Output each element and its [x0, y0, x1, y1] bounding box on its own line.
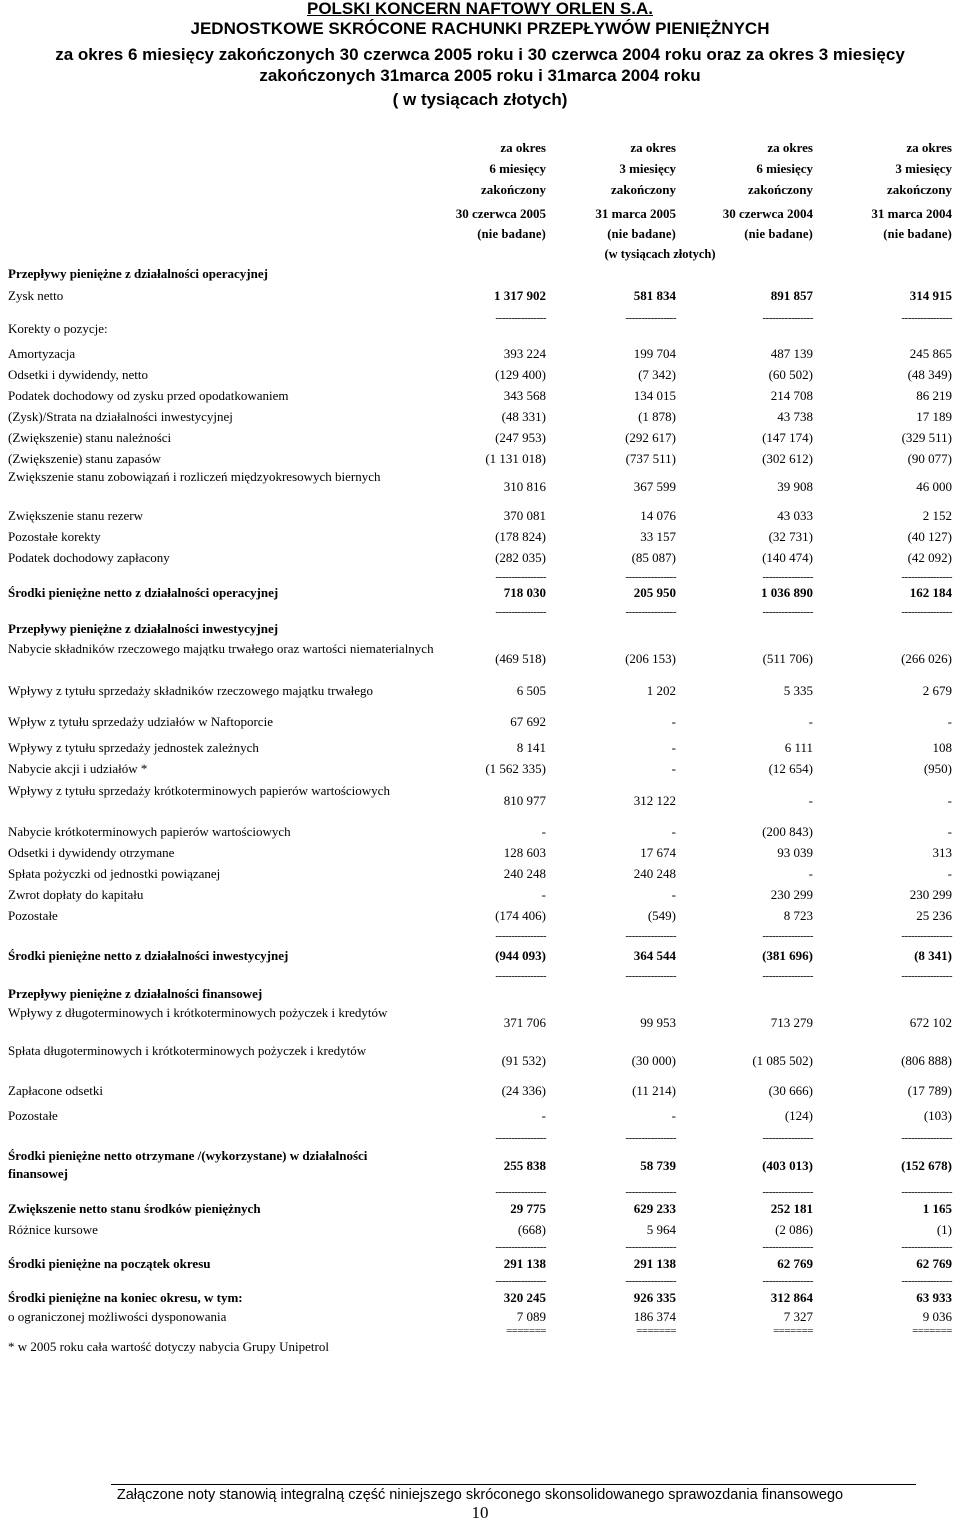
row-value: (90 077) — [907, 451, 952, 466]
row-value: (247 953) — [495, 430, 546, 445]
separator-line: ---------------- — [901, 930, 952, 942]
row-value: 99 953 — [640, 1015, 676, 1030]
column-header-l1: za okres — [906, 140, 952, 155]
row-value: 314 915 — [909, 288, 952, 303]
row-label: Środki pieniężne netto z działalności operacyjnej — [8, 585, 279, 600]
row-value: (282 035) — [495, 550, 546, 565]
row-value: 367 599 — [633, 479, 676, 494]
row-value: 245 865 — [909, 346, 952, 361]
row-value: - — [671, 887, 676, 902]
period-line-1: za okres 6 miesięcy zakończonych 30 czerwca 2005 roku i 30 czerwca 2004 roku oraz za okres 3 miesięcy — [55, 45, 905, 64]
column-header-l1: za okres — [630, 140, 676, 155]
row-value: (266 026) — [901, 651, 952, 666]
column-header — [678, 137, 813, 224]
separator-line: ---------------- — [901, 571, 952, 583]
row-label: Podatek dochodowy zapłacony — [8, 550, 170, 565]
row-value: (24 336) — [501, 1083, 546, 1098]
row-label: Korekty o pozycje: — [8, 321, 108, 336]
row-label: Środki pieniężne na początek okresu — [8, 1256, 211, 1271]
row-value: 672 102 — [909, 1015, 952, 1030]
row-value: - — [541, 1108, 546, 1123]
row-value: (511 706) — [762, 651, 813, 666]
row-value: (1 562 335) — [485, 761, 546, 776]
row-value: (147 174) — [762, 430, 813, 445]
row-label: Zwiększenie netto stanu środków pieniężnych — [8, 1201, 261, 1216]
row-value: 17 674 — [640, 845, 676, 860]
row-value: (48 331) — [501, 409, 546, 424]
row-label: Zwiększenie stanu zobowiązań i rozliczeń międzyokresowych biernych — [8, 469, 381, 484]
row-value: (329 511) — [901, 430, 952, 445]
row-label: Pozostałe — [8, 1108, 58, 1123]
row-value: 1 165 — [922, 1201, 952, 1216]
separator-line: ======= — [912, 1325, 952, 1337]
row-label: (Zysk)/Strata na działalności inwestycyjnej — [8, 409, 233, 424]
row-value: (152 678) — [901, 1158, 952, 1173]
row-value: - — [947, 714, 952, 729]
row-value: (32 731) — [768, 529, 813, 544]
row-value: 7 327 — [783, 1309, 813, 1324]
column-header — [411, 137, 546, 224]
row-value: (7 342) — [638, 367, 676, 382]
company-name: POLSKI KONCERN NAFTOWY ORLEN S.A. — [306, 0, 653, 18]
row-value: (60 502) — [768, 367, 813, 382]
row-value: 1 036 890 — [761, 585, 813, 600]
row-value: 128 603 — [503, 845, 546, 860]
row-value: (944 093) — [495, 948, 546, 963]
separator-line: ---------------- — [762, 1132, 813, 1144]
row-value: 62 769 — [916, 1256, 952, 1271]
row-value: (200 843) — [762, 824, 813, 839]
column-header-l1: za okres — [500, 140, 546, 155]
row-label: Wpływ z tytułu sprzedaży udziałów w Naftoporcie — [8, 714, 273, 729]
separator-line: ---------------- — [495, 312, 546, 324]
row-value: 1 202 — [646, 683, 676, 698]
row-value: (129 400) — [495, 367, 546, 382]
row-value: - — [808, 714, 813, 729]
separator-line: ---------------- — [495, 1132, 546, 1144]
row-value: 320 245 — [503, 1290, 546, 1305]
row-value: 62 769 — [777, 1256, 813, 1271]
row-value: 67 692 — [510, 714, 546, 729]
row-value: 93 039 — [777, 845, 813, 860]
footer-note: Załączone noty stanowią integralną część niniejszego skróconego skonsolidowanego sprawozdania finansowego — [116, 1487, 844, 1503]
row-value: 581 834 — [633, 288, 676, 303]
page-number: 10 — [471, 1503, 489, 1522]
separator-line: ======= — [506, 1325, 546, 1337]
row-value: - — [541, 887, 546, 902]
column-header-date: 30 czerwca 2005 — [455, 206, 546, 221]
row-value: 6 111 — [784, 740, 813, 755]
row-value: (42 092) — [907, 550, 952, 565]
audit-status: (nie badane) — [744, 227, 813, 241]
row-value: 713 279 — [770, 1015, 813, 1030]
row-value: (737 511) — [625, 451, 676, 466]
column-header-date: 31 marca 2005 — [595, 206, 676, 221]
row-value: 718 030 — [503, 585, 546, 600]
separator-line: ---------------- — [901, 1186, 952, 1198]
separator-line: ---------------- — [901, 970, 952, 982]
separator-line: ---------------- — [625, 930, 676, 942]
row-value: 393 224 — [503, 346, 546, 361]
row-value: 58 739 — [640, 1158, 676, 1173]
row-value: (8 341) — [914, 948, 952, 963]
row-value: 29 775 — [510, 1201, 546, 1216]
row-value: - — [947, 824, 952, 839]
row-value: 8 141 — [516, 740, 546, 755]
separator-line: ---------------- — [762, 1241, 813, 1253]
row-value: 86 219 — [916, 388, 952, 403]
row-label: Zwrot dopłaty do kapitału — [8, 887, 144, 902]
separator-line: ---------------- — [762, 606, 813, 618]
row-label: Przepływy pieniężne z działalności finansowej — [8, 986, 263, 1001]
row-value: 108 — [932, 740, 952, 755]
row-value: 43 738 — [777, 409, 813, 424]
row-value: 9 036 — [922, 1309, 952, 1324]
separator-line: ---------------- — [495, 606, 546, 618]
row-value: 230 299 — [770, 887, 813, 902]
row-value: 25 236 — [916, 908, 952, 923]
row-value: 2 679 — [922, 683, 952, 698]
separator-line: ======= — [636, 1325, 676, 1337]
footnote: * w 2005 roku cała wartość dotyczy nabycia Grupy Unipetrol — [8, 1339, 329, 1354]
row-value: (469 518) — [495, 651, 546, 666]
row-value: 205 950 — [633, 585, 676, 600]
separator-line: ---------------- — [762, 312, 813, 324]
row-value: (17 789) — [907, 1083, 952, 1098]
row-value: (381 696) — [762, 948, 813, 963]
row-value: 310 816 — [503, 479, 546, 494]
row-value: (292 617) — [625, 430, 676, 445]
row-label: Spłata pożyczki od jednostki powiązanej — [8, 866, 221, 881]
row-value: 364 544 — [633, 948, 676, 963]
column-header-l3: zakończony — [611, 182, 676, 197]
row-value: 8 723 — [783, 908, 813, 923]
row-label: Pozostałe — [8, 908, 58, 923]
separator-line: ---------------- — [625, 1186, 676, 1198]
row-value: (1 131 018) — [485, 451, 546, 466]
row-label: Środki pieniężne na koniec okresu, w tym: — [8, 1290, 243, 1305]
row-value: 312 122 — [633, 793, 676, 808]
row-value: 1 317 902 — [494, 288, 546, 303]
row-value: 5 335 — [783, 683, 813, 698]
row-value: - — [808, 793, 813, 808]
separator-line: ---------------- — [625, 571, 676, 583]
row-value: - — [671, 740, 676, 755]
row-value: (12 654) — [768, 761, 813, 776]
column-header-l3: zakończony — [887, 182, 952, 197]
row-label: Zysk netto — [8, 288, 64, 303]
column-header-date: 30 czerwca 2004 — [722, 206, 813, 221]
column-header-l3: zakończony — [481, 182, 546, 197]
period-line-2: zakończonych 31marca 2005 roku i 31marca 2004 roku — [259, 66, 701, 85]
row-value: 214 708 — [770, 388, 813, 403]
row-value: 6 505 — [516, 683, 546, 698]
row-value: (91 532) — [501, 1053, 546, 1068]
separator-line: ---------------- — [625, 1275, 676, 1287]
row-value: - — [947, 866, 952, 881]
row-value: (30 666) — [768, 1083, 813, 1098]
separator-line: ---------------- — [762, 1186, 813, 1198]
audit-status: (nie badane) — [883, 227, 952, 241]
row-value: 312 864 — [770, 1290, 813, 1305]
row-value: 343 568 — [503, 388, 546, 403]
row-value: (40 127) — [907, 529, 952, 544]
row-value: 43 033 — [777, 508, 813, 523]
column-header-l2: 3 miesięcy — [895, 161, 952, 176]
column-header-date: 31 marca 2004 — [871, 206, 952, 221]
statement-title: JEDNOSTKOWE SKRÓCONE RACHUNKI PRZEPŁYWÓW PIENIĘŻNYCH — [190, 19, 770, 38]
row-value: (11 214) — [632, 1083, 676, 1098]
row-value: (30 000) — [631, 1053, 676, 1068]
row-value: 134 015 — [633, 388, 676, 403]
column-header-l2: 6 miesięcy — [756, 161, 813, 176]
column-header-l2: 3 miesięcy — [619, 161, 676, 176]
row-value: 255 838 — [503, 1158, 546, 1173]
separator-line: ---------------- — [901, 1275, 952, 1287]
row-value: (668) — [517, 1222, 546, 1237]
row-value: 629 233 — [633, 1201, 676, 1216]
row-label: Wpływy z tytułu sprzedaży jednostek zależnych — [8, 740, 259, 755]
row-label: Przepływy pieniężne z działalności operacyjnej — [8, 266, 268, 281]
row-value: 162 184 — [909, 585, 952, 600]
row-value: 926 335 — [633, 1290, 676, 1305]
row-label: Przepływy pieniężne z działalności inwestycyjnej — [8, 621, 279, 636]
row-label: Różnice kursowe — [8, 1222, 98, 1237]
row-value: (174 406) — [495, 908, 546, 923]
row-value: (950) — [923, 761, 952, 776]
row-value: 313 — [932, 845, 952, 860]
row-value: 5 964 — [646, 1222, 676, 1237]
row-value: 230 299 — [909, 887, 952, 902]
row-value: (103) — [923, 1108, 952, 1123]
row-label: Nabycie składników rzeczowego majątku trwałego oraz wartości niematerialnych — [8, 641, 434, 656]
row-value: (549) — [647, 908, 676, 923]
row-value: 33 157 — [640, 529, 676, 544]
row-label: Wpływy z tytułu sprzedaży krótkoterminowych papierów wartościowych — [8, 783, 390, 798]
row-value: 186 374 — [633, 1309, 676, 1324]
column-header-l1: za okres — [767, 140, 813, 155]
row-value: (140 474) — [762, 550, 813, 565]
row-label: Odsetki i dywidendy otrzymane — [8, 845, 175, 860]
row-value: 240 248 — [503, 866, 546, 881]
row-value: 199 704 — [633, 346, 676, 361]
audit-status: (nie badane) — [477, 227, 546, 241]
separator-line: ---------------- — [901, 606, 952, 618]
separator-line: ---------------- — [495, 970, 546, 982]
separator-line: ---------------- — [625, 970, 676, 982]
row-value: 2 152 — [922, 508, 952, 523]
row-label: Środki pieniężne netto otrzymane /(wykorzystane) w działalności finansowej — [8, 1148, 368, 1181]
row-value: (85 087) — [631, 550, 676, 565]
row-label: Wpływy z tytułu sprzedaży składników rzeczowego majątku trwałego — [8, 683, 373, 698]
row-value: 370 081 — [503, 508, 546, 523]
separator-line: ---------------- — [625, 312, 676, 324]
row-value: (302 612) — [762, 451, 813, 466]
row-value: - — [671, 1108, 676, 1123]
row-value: - — [671, 824, 676, 839]
row-value: (48 349) — [907, 367, 952, 382]
row-value: (1 085 502) — [752, 1053, 813, 1068]
row-value: (403 013) — [762, 1158, 813, 1173]
row-value: 487 139 — [770, 346, 813, 361]
row-value: (124) — [784, 1108, 813, 1123]
row-label: Nabycie akcji i udziałów * — [8, 761, 148, 776]
separator-line: ---------------- — [495, 1275, 546, 1287]
row-label: Spłata długoterminowych i krótkoterminowych pożyczek i kredytów — [8, 1043, 367, 1058]
row-value: 810 977 — [503, 793, 546, 808]
separator-line: ---------------- — [625, 1132, 676, 1144]
separator-line: ---------------- — [495, 1241, 546, 1253]
row-label: Odsetki i dywidendy, netto — [8, 367, 148, 382]
row-value: (206 153) — [625, 651, 676, 666]
separator-line: ---------------- — [762, 1275, 813, 1287]
row-value: 240 248 — [633, 866, 676, 881]
row-label: Nabycie krótkoterminowych papierów wartościowych — [8, 824, 291, 839]
row-label: Wpływy z długoterminowych i krótkoterminowych pożyczek i kredytów — [8, 1005, 388, 1020]
row-value: 63 933 — [916, 1290, 952, 1305]
column-header — [817, 137, 952, 224]
row-value: (806 888) — [901, 1053, 952, 1068]
column-header — [541, 137, 676, 224]
row-label: o ograniczonej możliwości dysponowania — [8, 1309, 227, 1324]
row-value: 46 000 — [916, 479, 952, 494]
separator-line: ---------------- — [762, 571, 813, 583]
row-value: (2 086) — [775, 1222, 813, 1237]
row-value: - — [671, 761, 676, 776]
row-label: Zwiększenie stanu rezerw — [8, 508, 143, 523]
row-label: Pozostałe korekty — [8, 529, 101, 544]
footer-rule — [111, 1484, 916, 1485]
row-value: (178 824) — [495, 529, 546, 544]
unit-note: (w tysiącach złotych) — [604, 247, 716, 261]
row-value: 7 089 — [516, 1309, 546, 1324]
separator-line: ---------------- — [625, 1241, 676, 1253]
separator-line: ---------------- — [495, 930, 546, 942]
row-value: 291 138 — [503, 1256, 546, 1271]
row-value: (1) — [936, 1222, 952, 1237]
row-label: Podatek dochodowy od zysku przed opodatkowaniem — [8, 388, 289, 403]
separator-line: ---------------- — [901, 312, 952, 324]
row-label: Amortyzacja — [8, 346, 76, 361]
row-value: 17 189 — [916, 409, 952, 424]
row-value: - — [947, 793, 952, 808]
column-header-l2: 6 miesięcy — [489, 161, 546, 176]
row-value: 39 908 — [777, 479, 813, 494]
row-value: - — [671, 714, 676, 729]
unit-header: ( w tysiącach złotych) — [392, 90, 568, 109]
separator-line: ---------------- — [625, 606, 676, 618]
separator-line: ---------------- — [762, 970, 813, 982]
row-label: (Zwiększenie) stanu należności — [8, 430, 172, 445]
row-value: - — [541, 824, 546, 839]
row-value: 891 857 — [770, 288, 813, 303]
separator-line: ---------------- — [495, 571, 546, 583]
row-value: 14 076 — [640, 508, 676, 523]
row-label: Zapłacone odsetki — [8, 1083, 103, 1098]
row-value: 252 181 — [770, 1201, 813, 1216]
separator-line: ======= — [773, 1325, 813, 1337]
separator-line: ---------------- — [901, 1241, 952, 1253]
row-value: 371 706 — [503, 1015, 546, 1030]
column-header-l3: zakończony — [748, 182, 813, 197]
row-value: (1 878) — [638, 409, 676, 424]
separator-line: ---------------- — [762, 930, 813, 942]
row-value: - — [808, 866, 813, 881]
separator-line: ---------------- — [901, 1132, 952, 1144]
row-label: Środki pieniężne netto z działalności inwestycyjnej — [8, 948, 289, 963]
audit-status: (nie badane) — [607, 227, 676, 241]
separator-line: ---------------- — [495, 1186, 546, 1198]
row-label: (Zwiększenie) stanu zapasów — [8, 451, 162, 466]
row-value: 291 138 — [633, 1256, 676, 1271]
